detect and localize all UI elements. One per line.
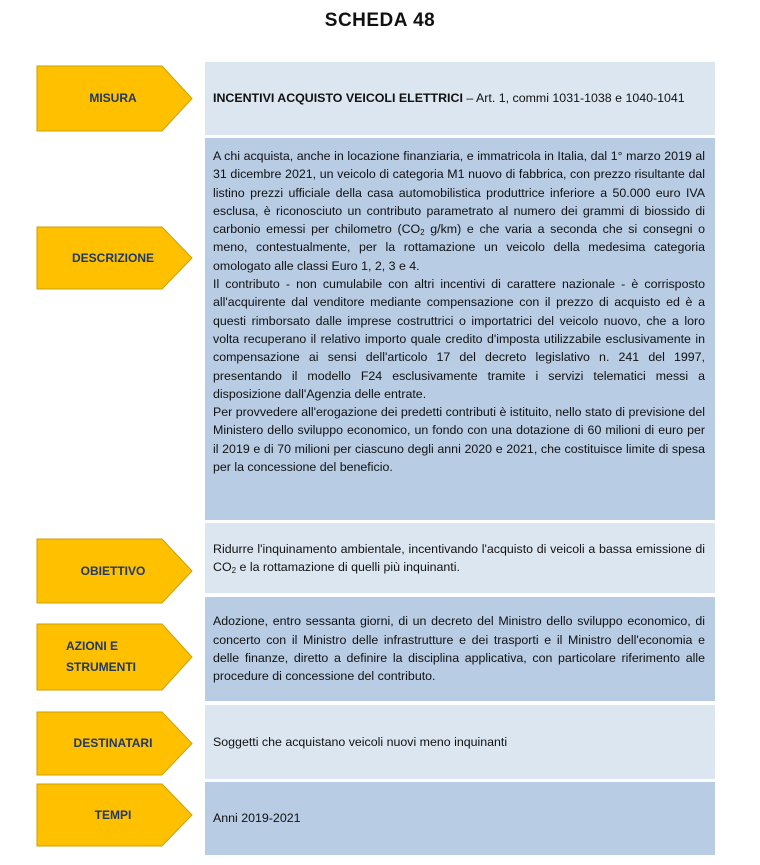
azioni-text: Adozione, entro sessanta giorni, di un decreto del Ministro dello sviluppo economico, di concerto con il Ministro delle infrastrutture e dei trasporti e il Ministro dell'economia e delle finanze, diretto a definire la disciplina applicativa, con particolare riferimento alle procedure di concessione del contributo. (213, 614, 705, 684)
cell-obiettivo (205, 523, 715, 593)
cell-descrizione (205, 138, 715, 520)
co2-subscript: 2 (231, 566, 237, 575)
descrizione-paragraph-1 (213, 147, 705, 275)
descrizione-paragraph-3: Per provvedere all'erogazione dei predetti contributi è istituito, nello stato di previsione del Ministero dello sviluppo economico, un fondo con una dotazione di 60 milioni di euro per il 2019 e di 70 milioni per ciascuno degli anni 2020 e 2021, che costituisce limite di spesa per la concessione del beneficio. (213, 405, 705, 475)
label-destinatari (36, 711, 194, 776)
descrizione-p1-a: A chi acquista, anche in locazione finanziaria, e immatricola in Italia, dal 1° marzo 2019 al 31 dicembre 2021, un veicolo di categoria M1 nuovo di fabbrica, con prezzo risultante dal listino prezzi ufficiale della casa automobilistica produttrice inferiore a 50.000 euro IVA esclusa, è riconosciuto un contributo parametrato al numero dei grammi di biossido di carbonio emessi per chilometro (CO (213, 149, 705, 237)
label-tempi-text: TEMPI (94, 807, 132, 822)
destinatari-text: Soggetti che acquistano veicoli nuovi meno inquinanti (213, 734, 508, 749)
co2-subscript: 2 (420, 228, 425, 238)
cell-misura (205, 62, 715, 135)
tempi-text: Anni 2019-2021 (213, 811, 301, 826)
label-obiettivo (36, 538, 194, 604)
label-misura-text: MISURA (89, 91, 137, 105)
cell-destinatari (205, 705, 715, 779)
cell-azioni (205, 597, 715, 701)
measure-title: INCENTIVI ACQUISTO VEICOLI ELETTRICI (213, 91, 463, 106)
label-obiettivo-text: OBIETTIVO (80, 563, 146, 578)
cell-tempi (205, 782, 715, 855)
obiettivo-text-a: Ridurre l'inquinamento ambientale, incentivando l'acquisto di veicoli a bassa emissione di CO (213, 541, 705, 574)
obiettivo-text-b: e la rottamazione di quelli più inquinanti. (236, 560, 460, 574)
label-descrizione (36, 226, 194, 290)
label-destinatari-text: DESTINATARI (73, 736, 153, 750)
label-misura (36, 65, 194, 132)
label-azioni (36, 623, 194, 691)
descrizione-p1-b: g/km) e che varia a seconda che si consegni o meno, contestualmente, per la rottamazione un veicolo della medesima categoria omologato alle classi Euro 1, 2, 3 e 4. (213, 222, 706, 273)
measure-reference: – Art. 1, commi 1031-1038 e 1040-1041 (462, 91, 685, 106)
label-tempi (36, 783, 194, 847)
page-title: SCHEDA 48 (324, 10, 436, 31)
label-descrizione-text: DESCRIZIONE (71, 250, 154, 265)
descrizione-paragraph-2: Il contributo - non cumulabile con altri incentivi di carattere nazionale - è corrisposto all'acquirente dal venditore mediante compensazione con il prezzo di acquisto ed è a questi rimborsato dalle imprese costruttrici o importatrici del veicolo nuovo, che a loro volta recuperano il relativo importo quale credito d'imposta utilizzabile esclusivamente in compensazione ai sensi dell'articolo 17 del decreto legislativo n. 241 del 1997, presentando il modello F24 esclusivamente tramite i servizi telematici messi a disposizione dall'Agenzia delle entrate. (213, 277, 705, 401)
label-azioni-text: AZIONI E STRUMENTI (66, 639, 136, 674)
